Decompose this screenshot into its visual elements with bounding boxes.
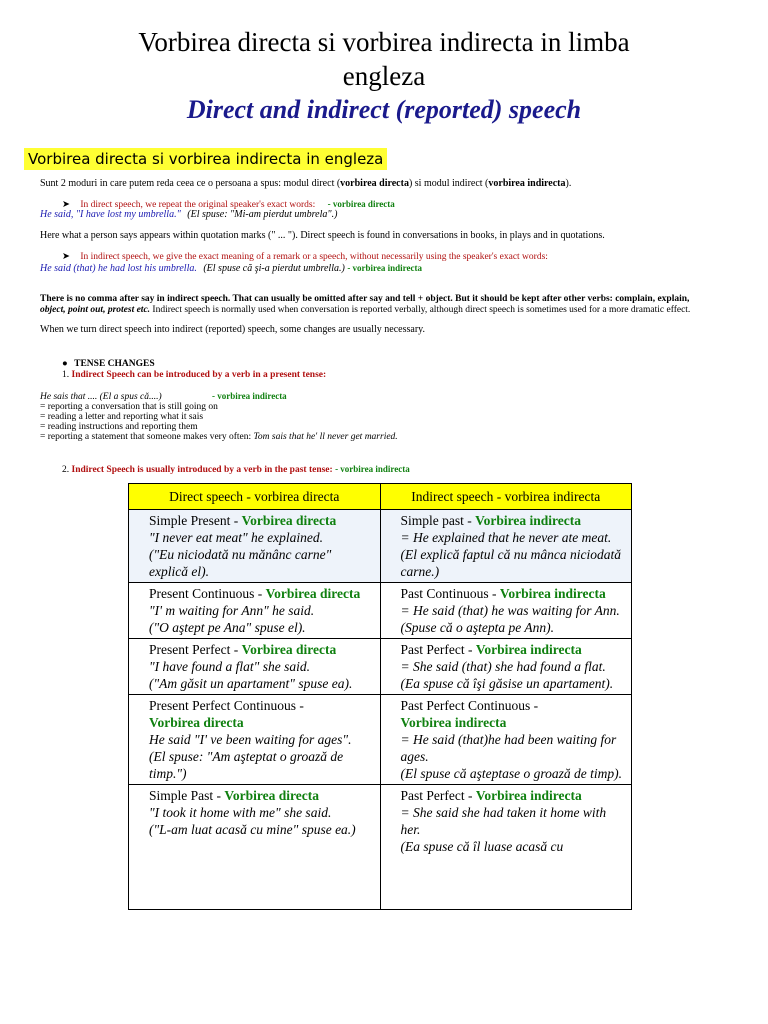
table-row (129, 583, 632, 639)
use-line-3: = reading instructions and reporting them (40, 422, 198, 432)
section-heading: Vorbirea directa si vorbirea indirecta in engleza (24, 148, 387, 170)
tense-item-2: 2. Indirect Speech is usually introduced by a verb in the past tense: - vorbirea indirecta (62, 464, 410, 475)
arrow-bullet-icon: ➤ (62, 252, 70, 262)
use-line-4: = reporting a statement that someone makes very often: Tom sais that he' ll never get married. (40, 432, 398, 442)
direct-cell: Simple Past - Vorbirea directa "I took it home with me" she said. ("L-am luat acasă cu mine" spuse ea.) (129, 785, 381, 910)
tense-item-1: 1. Indirect Speech can be introduced by a verb in a present tense: (62, 370, 327, 380)
direct-speech-example: He said, "I have lost my umbrella." (El spuse: "Mi-am pierdut umbrela".) (40, 209, 338, 220)
indirect-cell: Past Perfect Continuous - Vorbirea indirecta = He said (that)he had been waiting for ages. (El spuse că aşteptase o groază de timp). (380, 695, 632, 785)
header-direct-speech: Direct speech - vorbirea directa (129, 484, 381, 510)
table-row (129, 639, 632, 695)
table-header-row (129, 484, 632, 510)
direct-cell: Simple Present - Vorbirea directa "I never eat meat" he explained. ("Eu niciodată nu mănânc carne" explică el). (129, 510, 381, 583)
changes-note: When we turn direct speech into indirect (reported) speech, some changes are usually necessary. (40, 324, 426, 335)
table-row (129, 695, 632, 785)
direct-cell: Present Perfect Continuous - Vorbirea directa He said "I' ve been waiting for ages". (El spuse: "Am aşteptat o groază de timp.") (129, 695, 381, 785)
document-subtitle: Direct and indirect (reported) speech (186, 95, 582, 124)
document-title-line1: Vorbirea directa si vorbirea indirecta in limba (138, 27, 630, 57)
use-line-2: = reading a letter and reporting what it sais (40, 412, 204, 422)
table-row (129, 785, 632, 910)
round-bullet-icon: ● (62, 359, 68, 369)
direct-cell: Present Continuous - Vorbirea directa "I' m waiting for Ann" he said. ("O aştept pe Ana" spuse el). (129, 583, 381, 639)
header-indirect-speech: Indirect speech - vorbirea indirecta (380, 484, 632, 510)
quotation-note: Here what a person says appears within quotation marks (" ... "). Direct speech is found in conversations in books, in plays and in quotations. (40, 230, 605, 241)
indirect-cell: Past Perfect - Vorbirea indirecta = She said she had taken it home with her. (Ea spuse că îl luase acasă cu (380, 785, 632, 910)
indirect-cell: Past Perfect - Vorbirea indirecta = She said (that) she had found a flat. (Ea spuse că îşi găsise un apartament). (380, 639, 632, 695)
comma-note-line2: object, point out, protest etc. Indirect speech is normally used when conversation is reported verbally, although direct speech is sometimes used for a more dramatic effect. (40, 305, 691, 315)
indirect-speech-rule: ➤ In indirect speech, we give the exact meaning of a remark or a speech, without necessarily using the speaker's exact words: (62, 252, 548, 262)
use-line-1: = reporting a conversation that is still going on (40, 402, 218, 412)
indirect-speech-example: He said (that) he had lost his umbrella. (El spuse că şi-a pierdut umbrella.) - vorbirea indirecta (40, 263, 422, 274)
document-title-line2: engleza (342, 61, 426, 91)
intro-paragraph: Sunt 2 moduri in care putem reda ceea ce o persoana a spus: modul direct (vorbirea directa) si modul indirect (vorbirea indirecta). (40, 178, 572, 189)
arrow-bullet-icon: ➤ (62, 200, 70, 210)
direct-cell: Present Perfect - Vorbirea directa "I have found a flat" she said. ("Am găsit un apartament" spuse ea). (129, 639, 381, 695)
tense-changes-heading: ● TENSE CHANGES (62, 359, 155, 369)
indirect-cell: Past Continuous - Vorbirea indirecta = He said (that) he was waiting for Ann. (Spuse că o aştepta pe Ann). (380, 583, 632, 639)
indirect-cell: Simple past - Vorbirea indirecta = He explained that he never ate meat. (El explică faptul că nu mânca niciodată carne.) (380, 510, 632, 583)
table-row (129, 510, 632, 583)
present-tense-example: He sais that .... (El a spus că....) - vorbirea indirecta (40, 391, 287, 402)
direct-speech-rule: ➤ In direct speech, we repeat the original speaker's exact words: - vorbirea directa (62, 199, 395, 210)
comma-note-line1: There is no comma after say in indirect speech. That can usually be omitted after say and tell + object. But it should be kept after other verbs: complain, explain, (40, 294, 690, 304)
tense-changes-table (128, 483, 632, 910)
